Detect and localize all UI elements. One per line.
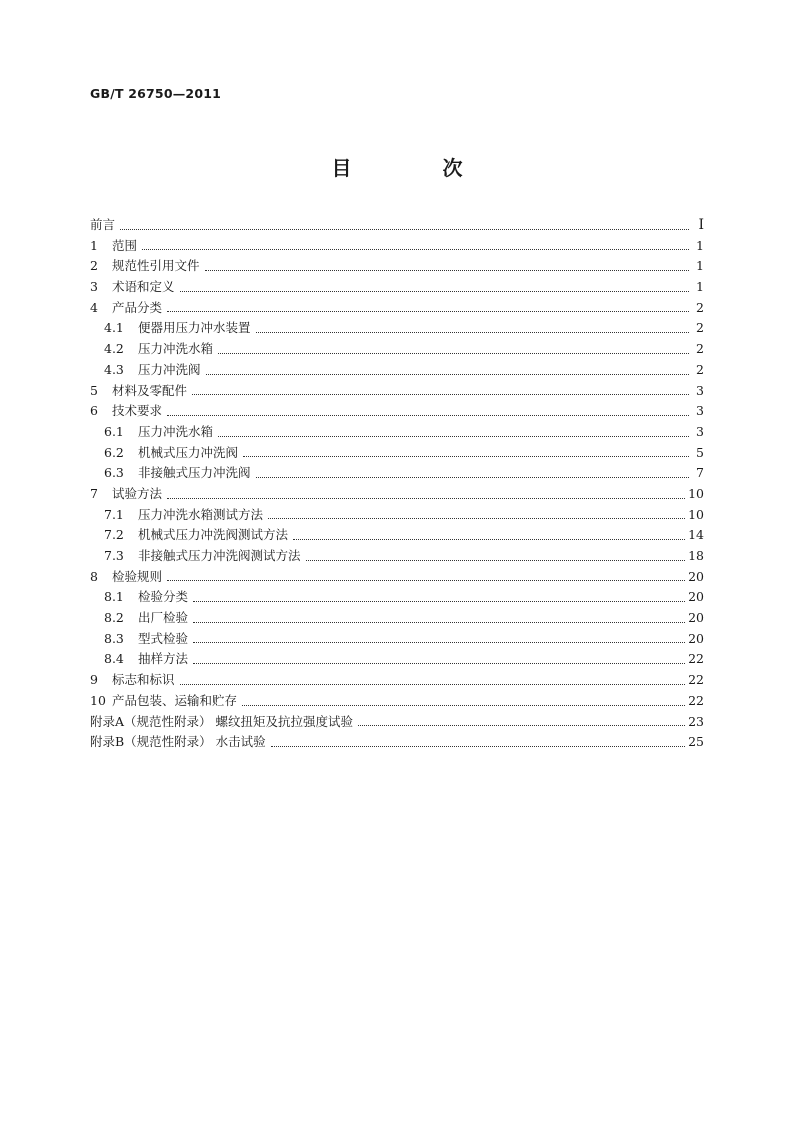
- toc-entry-page: 2: [696, 361, 704, 377]
- toc-entry-text: 产品分类: [112, 299, 163, 315]
- toc-entry-page: 3: [696, 423, 704, 439]
- toc-entry-text: 压力冲洗水箱测试方法: [138, 506, 264, 522]
- toc-entry-number: 2: [90, 258, 98, 274]
- toc-entry-number: 4: [90, 299, 98, 315]
- dot-leader: [167, 567, 685, 588]
- toc-entry-number: 8.2: [104, 610, 124, 626]
- toc-entry-number: 10: [90, 692, 106, 708]
- dot-leader: [193, 629, 685, 650]
- toc-entry-page: 20: [688, 568, 704, 584]
- toc-entry-page: 1: [696, 258, 704, 274]
- toc-entry-7-1[interactable]: [90, 505, 704, 526]
- toc-entry-6[interactable]: [90, 401, 704, 422]
- toc-entry-text: 附录A（规范性附录） 螺纹扭矩及抗拉强度试验: [90, 713, 354, 729]
- dot-leader: [193, 649, 685, 670]
- toc-entry-8-1[interactable]: [90, 587, 704, 608]
- toc-entry-number: 4.3: [104, 361, 124, 377]
- toc-entry-page: 3: [696, 403, 704, 419]
- toc-entry-appendix-b[interactable]: [90, 732, 704, 753]
- toc-entry-page: 22: [688, 692, 704, 708]
- toc-entry-7[interactable]: [90, 484, 704, 505]
- toc-entry-text: 机械式压力冲洗阀: [138, 444, 239, 460]
- toc-entry-text: 试验方法: [112, 485, 163, 501]
- toc-entry-foreword[interactable]: [90, 215, 704, 236]
- dot-leader: [242, 691, 685, 712]
- toc-entry-text: 范围: [112, 237, 138, 253]
- dot-leader: [193, 587, 685, 608]
- toc-entry-text: 压力冲洗水箱: [138, 341, 214, 357]
- toc-entry-number: 7.3: [104, 548, 124, 563]
- toc-entry-number: 1: [90, 237, 98, 253]
- toc-entry-text: 压力冲洗水箱: [138, 423, 214, 439]
- toc-entry-text: 产品包装、运输和贮存: [112, 692, 238, 708]
- toc-entry-8-3[interactable]: [90, 629, 704, 650]
- toc-entry-page: 18: [688, 548, 704, 563]
- toc-entry-number: 8: [90, 568, 98, 584]
- dot-leader: [167, 484, 685, 505]
- toc-entry-page: 5: [696, 444, 704, 460]
- toc-entry-4[interactable]: [90, 298, 704, 319]
- toc-entry-4-1[interactable]: [90, 318, 704, 339]
- toc-entry-6-1[interactable]: [90, 422, 704, 443]
- toc-entry-number: 5: [90, 382, 98, 398]
- toc-entry-text: 非接触式压力冲洗阀: [138, 465, 251, 481]
- toc-entry-page: 10: [688, 485, 704, 501]
- toc-entry-6-2[interactable]: [90, 443, 704, 464]
- toc-entry-10[interactable]: [90, 691, 704, 712]
- toc-entry-text: 附录B（规范性附录） 水击试验: [90, 734, 266, 750]
- toc-entry-number: 7.2: [104, 527, 124, 543]
- toc-entry-number: 6.3: [104, 465, 124, 481]
- dot-leader: [293, 525, 685, 546]
- toc-entry-5[interactable]: [90, 381, 704, 402]
- toc-entry-page: 2: [696, 299, 704, 315]
- toc-entry-number: 6: [90, 403, 98, 419]
- dot-leader: [218, 422, 689, 443]
- toc-entry-text: 非接触式压力冲洗阀测试方法: [138, 548, 301, 563]
- toc-entry-number: 8.3: [104, 630, 124, 646]
- toc-entry-text: 规范性引用文件: [112, 258, 200, 274]
- toc-entry-number: 6.1: [104, 423, 124, 439]
- dot-leader: [256, 318, 689, 339]
- dot-leader: [206, 360, 689, 381]
- toc-entry-text: 机械式压力冲洗阀测试方法: [138, 527, 289, 543]
- dot-leader: [256, 463, 689, 484]
- toc-entry-7-2[interactable]: [90, 525, 704, 546]
- toc-entry-8[interactable]: [90, 567, 704, 588]
- toc-entry-page: 23: [688, 713, 704, 729]
- toc-entry-page: 22: [688, 672, 704, 688]
- toc-entry-page: 14: [688, 527, 704, 543]
- toc-entry-4-3[interactable]: [90, 360, 704, 381]
- toc-entry-number: 3: [90, 279, 98, 295]
- toc-entry-page: 2: [696, 320, 704, 336]
- toc-entry-page: 22: [688, 651, 704, 667]
- toc-entry-number: 8.1: [104, 589, 124, 605]
- toc-entry-1[interactable]: [90, 236, 704, 257]
- dot-leader: [142, 236, 689, 257]
- toc-entry-page: 25: [688, 734, 704, 750]
- toc-entry-text: 型式检验: [138, 630, 189, 646]
- toc-entry-page: 7: [696, 465, 704, 481]
- toc-list: [90, 215, 704, 753]
- toc-title: 目 次: [331, 156, 505, 180]
- dot-leader: [358, 712, 685, 733]
- toc-entry-text: 检验规则: [112, 568, 163, 584]
- dot-leader: [205, 256, 689, 277]
- toc-entry-text: 压力冲洗阀: [138, 361, 201, 377]
- toc-entry-text: 检验分类: [138, 589, 189, 605]
- standard-code: GB/T 26750—2011: [90, 86, 222, 101]
- dot-leader: [167, 401, 689, 422]
- dot-leader: [268, 505, 685, 526]
- toc-entry-page: 20: [688, 630, 704, 646]
- toc-entry-text: 材料及零配件: [112, 382, 188, 398]
- toc-entry-text: 抽样方法: [138, 651, 189, 667]
- toc-entry-text: 标志和标识: [112, 672, 175, 688]
- toc-entry-text: 术语和定义: [112, 279, 175, 295]
- toc-entry-page: Ⅰ: [698, 217, 704, 233]
- toc-entry-page: 3: [696, 382, 704, 398]
- toc-entry-2[interactable]: [90, 256, 704, 277]
- toc-entry-text: 出厂检验: [138, 610, 189, 626]
- toc-entry-number: 4.2: [104, 341, 124, 357]
- toc-entry-page: 20: [688, 610, 704, 626]
- dot-leader: [180, 277, 689, 298]
- toc-entry-7-3[interactable]: [90, 546, 704, 567]
- toc-entry-8-2[interactable]: [90, 608, 704, 629]
- toc-entry-text: 技术要求: [112, 403, 163, 419]
- dot-leader: [193, 608, 685, 629]
- dot-leader: [218, 339, 689, 360]
- dot-leader: [180, 670, 686, 691]
- toc-entry-appendix-a[interactable]: [90, 712, 704, 733]
- toc-entry-page: 1: [696, 237, 704, 253]
- toc-entry-page: 10: [688, 506, 704, 522]
- toc-entry-number: 7: [90, 485, 98, 501]
- toc-entry-3[interactable]: [90, 277, 704, 298]
- toc-entry-page: 1: [696, 279, 704, 295]
- toc-entry-text: 便器用压力冲水装置: [138, 320, 251, 336]
- toc-entry-page: 2: [696, 341, 704, 357]
- dot-leader: [243, 443, 689, 464]
- toc-entry-page: 20: [688, 589, 704, 605]
- toc-entry-number: 4.1: [104, 320, 124, 336]
- toc-entry-number: 8.4: [104, 651, 124, 667]
- dot-leader: [271, 732, 685, 753]
- toc-entry-number: 7.1: [104, 506, 124, 522]
- dot-leader: [192, 381, 689, 402]
- toc-entry-4-2[interactable]: [90, 339, 704, 360]
- dot-leader: [167, 298, 689, 319]
- toc-entry-number: 6.2: [104, 444, 124, 460]
- toc-entry-number: 9: [90, 672, 98, 688]
- dot-leader: [306, 546, 686, 567]
- toc-entry-9[interactable]: [90, 670, 704, 691]
- dot-leader: [120, 215, 689, 236]
- toc-entry-8-4[interactable]: [90, 649, 704, 670]
- toc-entry-6-3[interactable]: [90, 463, 704, 484]
- toc-entry-text: 前言: [90, 217, 116, 232]
